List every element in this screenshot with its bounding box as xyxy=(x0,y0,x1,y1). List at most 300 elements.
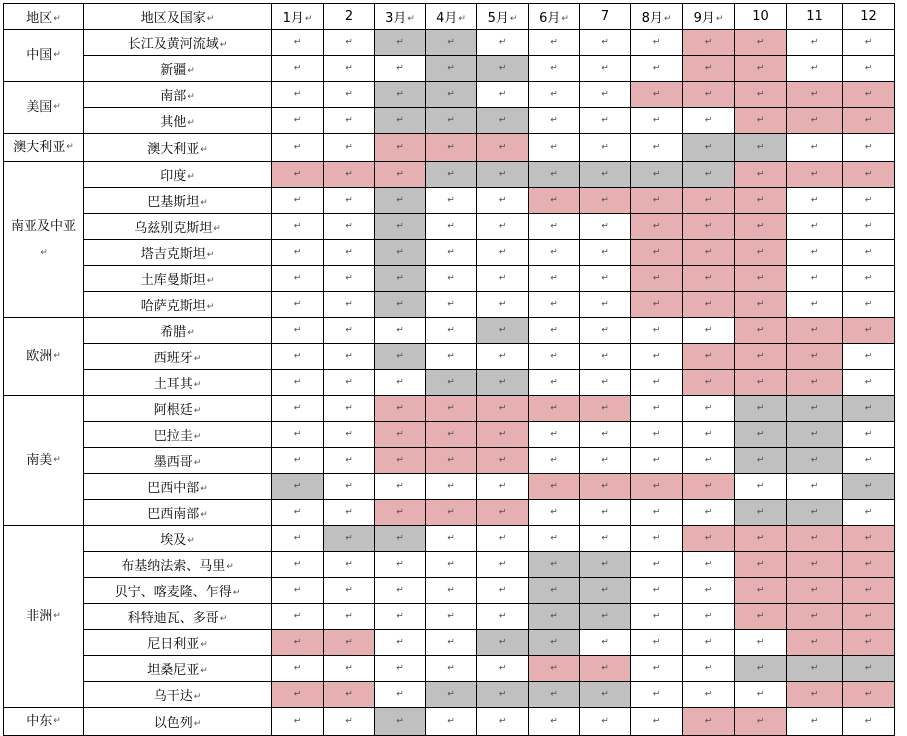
return-mark-icon: ↵ xyxy=(498,221,507,232)
return-mark-icon: ↵ xyxy=(810,115,819,126)
return-mark-icon: ↵ xyxy=(550,142,558,153)
header-month: 12 xyxy=(843,4,895,30)
return-mark-icon: ↵ xyxy=(293,377,302,388)
country-cell: 以色列↵ xyxy=(84,708,272,736)
return-mark-icon: ↵ xyxy=(810,507,819,518)
month-cell-gray xyxy=(735,422,787,448)
month-cell xyxy=(324,214,375,240)
month-cell-gray xyxy=(375,526,426,552)
return-mark-icon: ↵ xyxy=(704,221,713,232)
return-mark-icon: ↵ xyxy=(704,611,713,622)
region-cell: 中国↵ xyxy=(4,30,84,82)
month-cell xyxy=(272,214,324,240)
return-mark-icon: ↵ xyxy=(187,91,195,102)
month-cell-pink xyxy=(683,214,735,240)
month-cell-pink xyxy=(683,82,735,108)
month-cell-pink xyxy=(683,188,735,214)
month-cell-pink xyxy=(272,162,324,188)
header-country: 地区及国家↵ xyxy=(84,4,272,30)
month-cell-pink xyxy=(735,82,787,108)
return-mark-icon: ↵ xyxy=(601,195,609,206)
return-mark-icon: ↵ xyxy=(345,611,353,622)
country-cell: 巴西南部↵ xyxy=(84,500,272,526)
return-mark-icon: ↵ xyxy=(293,115,302,126)
month-cell-pink xyxy=(787,162,843,188)
month-cell xyxy=(324,344,375,370)
month-cell-gray xyxy=(580,552,631,578)
return-mark-icon: ↵ xyxy=(704,585,713,596)
country-cell: 印度↵ xyxy=(84,162,272,188)
month-cell xyxy=(631,56,683,82)
return-mark-icon: ↵ xyxy=(550,481,558,492)
return-mark-icon: ↵ xyxy=(810,429,819,440)
return-mark-icon: ↵ xyxy=(293,37,302,48)
country-cell: 阿根廷↵ xyxy=(84,396,272,422)
country-cell: 巴拉圭↵ xyxy=(84,422,272,448)
return-mark-icon: ↵ xyxy=(66,142,74,152)
month-cell xyxy=(631,578,683,604)
return-mark-icon: ↵ xyxy=(601,455,609,466)
month-cell-pink xyxy=(631,240,683,266)
month-cell xyxy=(843,134,895,162)
month-cell xyxy=(477,552,529,578)
month-cell xyxy=(477,266,529,292)
month-cell-pink xyxy=(787,630,843,656)
return-mark-icon: ↵ xyxy=(864,325,873,336)
country-cell: 哈萨克斯坦↵ xyxy=(84,292,272,318)
return-mark-icon: ↵ xyxy=(704,299,713,310)
month-cell-pink xyxy=(735,708,787,736)
table-row xyxy=(4,214,895,240)
month-cell xyxy=(683,422,735,448)
month-cell-pink xyxy=(375,500,426,526)
month-cell xyxy=(787,240,843,266)
return-mark-icon: ↵ xyxy=(652,221,661,232)
return-mark-icon: ↵ xyxy=(396,377,404,388)
month-cell-gray xyxy=(580,578,631,604)
return-mark-icon: ↵ xyxy=(498,403,507,414)
month-cell xyxy=(324,552,375,578)
country-cell: 乌干达↵ xyxy=(84,682,272,708)
month-cell xyxy=(787,134,843,162)
month-cell-pink xyxy=(843,82,895,108)
month-cell xyxy=(843,500,895,526)
month-cell-pink xyxy=(631,214,683,240)
return-mark-icon: ↵ xyxy=(219,613,228,624)
month-cell xyxy=(580,240,631,266)
return-mark-icon: ↵ xyxy=(550,377,558,388)
month-cell-pink xyxy=(375,396,426,422)
table-row xyxy=(4,292,895,318)
return-mark-icon: ↵ xyxy=(864,299,873,310)
month-cell-pink xyxy=(477,134,529,162)
month-cell-gray xyxy=(272,474,324,500)
return-mark-icon: ↵ xyxy=(652,115,661,126)
return-mark-icon: ↵ xyxy=(345,429,353,440)
return-mark-icon: ↵ xyxy=(187,65,195,76)
return-mark-icon: ↵ xyxy=(601,429,609,440)
return-mark-icon: ↵ xyxy=(345,377,353,388)
month-cell xyxy=(631,500,683,526)
return-mark-icon: ↵ xyxy=(550,169,558,180)
month-cell-gray xyxy=(375,214,426,240)
return-mark-icon: ↵ xyxy=(293,455,302,466)
month-cell xyxy=(324,188,375,214)
month-cell xyxy=(272,134,324,162)
return-mark-icon: ↵ xyxy=(652,273,661,284)
month-cell-pink xyxy=(843,318,895,344)
return-mark-icon: ↵ xyxy=(200,665,208,676)
month-cell-pink xyxy=(426,396,477,422)
return-mark-icon: ↵ xyxy=(756,89,765,100)
month-cell-gray xyxy=(580,162,631,188)
return-mark-icon: ↵ xyxy=(407,13,415,24)
month-cell-gray xyxy=(529,578,580,604)
return-mark-icon: ↵ xyxy=(704,273,713,284)
country-cell: 澳大利亚↵ xyxy=(84,134,272,162)
return-mark-icon: ↵ xyxy=(810,611,819,622)
month-cell xyxy=(477,474,529,500)
month-cell xyxy=(477,708,529,736)
table-row xyxy=(4,578,895,604)
month-cell xyxy=(843,56,895,82)
month-cell xyxy=(631,630,683,656)
return-mark-icon: ↵ xyxy=(601,89,609,100)
return-mark-icon: ↵ xyxy=(756,169,765,180)
return-mark-icon: ↵ xyxy=(345,455,353,466)
return-mark-icon: ↵ xyxy=(704,637,713,648)
month-cell-pink xyxy=(735,370,787,396)
return-mark-icon: ↵ xyxy=(704,63,713,74)
month-cell xyxy=(426,344,477,370)
return-mark-icon: ↵ xyxy=(293,273,302,284)
return-mark-icon: ↵ xyxy=(498,273,507,284)
month-cell xyxy=(324,240,375,266)
month-cell-gray xyxy=(843,474,895,500)
return-mark-icon: ↵ xyxy=(193,353,202,364)
return-mark-icon: ↵ xyxy=(652,559,661,570)
return-mark-icon: ↵ xyxy=(810,689,819,700)
return-mark-icon: ↵ xyxy=(864,63,873,74)
return-mark-icon: ↵ xyxy=(550,585,558,596)
return-mark-icon: ↵ xyxy=(704,351,713,362)
month-cell xyxy=(843,448,895,474)
month-cell-pink xyxy=(843,552,895,578)
return-mark-icon: ↵ xyxy=(498,63,507,74)
month-cell xyxy=(272,552,324,578)
month-cell xyxy=(426,266,477,292)
header-region: 地区↵ xyxy=(4,4,84,30)
table-row xyxy=(4,552,895,578)
month-cell-pink xyxy=(787,526,843,552)
return-mark-icon: ↵ xyxy=(509,13,518,24)
month-cell xyxy=(426,292,477,318)
month-cell-pink xyxy=(683,292,735,318)
return-mark-icon: ↵ xyxy=(293,611,302,622)
month-cell-pink xyxy=(787,318,843,344)
month-cell xyxy=(324,708,375,736)
return-mark-icon: ↵ xyxy=(550,429,558,440)
return-mark-icon: ↵ xyxy=(200,197,208,208)
month-cell-gray xyxy=(375,30,426,56)
month-cell xyxy=(477,526,529,552)
month-cell-gray xyxy=(477,630,529,656)
return-mark-icon: ↵ xyxy=(396,455,404,466)
month-cell xyxy=(426,240,477,266)
return-mark-icon: ↵ xyxy=(810,37,819,48)
month-cell-gray xyxy=(787,422,843,448)
month-cell xyxy=(324,448,375,474)
return-mark-icon: ↵ xyxy=(864,455,873,466)
header-month: 5月↵ xyxy=(477,4,529,30)
month-cell xyxy=(529,500,580,526)
month-cell xyxy=(272,318,324,344)
return-mark-icon: ↵ xyxy=(704,455,713,466)
return-mark-icon: ↵ xyxy=(498,507,507,518)
month-cell xyxy=(375,578,426,604)
month-cell-pink xyxy=(375,162,426,188)
return-mark-icon: ↵ xyxy=(756,195,765,206)
month-cell xyxy=(631,656,683,682)
return-mark-icon: ↵ xyxy=(715,13,724,24)
return-mark-icon: ↵ xyxy=(652,351,661,362)
month-cell-pink xyxy=(735,318,787,344)
month-cell-pink xyxy=(683,344,735,370)
month-cell-pink xyxy=(683,526,735,552)
table-row xyxy=(4,604,895,630)
month-cell xyxy=(324,30,375,56)
month-cell xyxy=(580,292,631,318)
month-cell-pink xyxy=(735,552,787,578)
country-cell: 希腊↵ xyxy=(84,318,272,344)
month-cell-pink xyxy=(580,396,631,422)
return-mark-icon: ↵ xyxy=(756,611,765,622)
country-cell: 科特迪瓦、多哥↵ xyxy=(84,604,272,630)
month-cell xyxy=(426,552,477,578)
return-mark-icon: ↵ xyxy=(200,639,208,650)
return-mark-icon: ↵ xyxy=(293,63,302,74)
month-cell xyxy=(324,578,375,604)
return-mark-icon: ↵ xyxy=(447,689,455,700)
return-mark-icon: ↵ xyxy=(498,115,507,126)
month-cell xyxy=(843,30,895,56)
return-mark-icon: ↵ xyxy=(601,663,609,674)
month-cell-pink xyxy=(735,30,787,56)
return-mark-icon: ↵ xyxy=(663,13,672,24)
return-mark-icon: ↵ xyxy=(756,325,765,336)
month-cell-gray xyxy=(477,108,529,134)
month-cell-pink xyxy=(787,578,843,604)
return-mark-icon: ↵ xyxy=(810,403,819,414)
return-mark-icon: ↵ xyxy=(561,13,569,24)
month-cell xyxy=(843,188,895,214)
table-body xyxy=(4,4,895,736)
table-row xyxy=(4,370,895,396)
month-cell xyxy=(529,292,580,318)
return-mark-icon: ↵ xyxy=(704,507,713,518)
return-mark-icon: ↵ xyxy=(810,455,819,466)
month-cell-gray xyxy=(735,396,787,422)
header-month: 4月↵ xyxy=(426,4,477,30)
month-cell xyxy=(787,30,843,56)
month-cell-pink xyxy=(735,56,787,82)
month-cell xyxy=(477,656,529,682)
month-cell xyxy=(631,682,683,708)
return-mark-icon: ↵ xyxy=(652,89,661,100)
month-cell xyxy=(631,448,683,474)
return-mark-icon: ↵ xyxy=(704,169,713,180)
return-mark-icon: ↵ xyxy=(652,533,661,544)
month-cell xyxy=(477,292,529,318)
return-mark-icon: ↵ xyxy=(396,115,404,126)
return-mark-icon: ↵ xyxy=(396,351,404,362)
return-mark-icon: ↵ xyxy=(293,663,302,674)
return-mark-icon: ↵ xyxy=(396,221,404,232)
return-mark-icon: ↵ xyxy=(601,247,609,258)
return-mark-icon: ↵ xyxy=(447,221,455,232)
return-mark-icon: ↵ xyxy=(53,455,61,465)
month-cell xyxy=(529,266,580,292)
return-mark-icon: ↵ xyxy=(206,301,215,312)
return-mark-icon: ↵ xyxy=(550,273,558,284)
month-cell-pink xyxy=(375,422,426,448)
return-mark-icon: ↵ xyxy=(864,351,873,362)
month-cell-pink xyxy=(843,578,895,604)
table-row xyxy=(4,56,895,82)
return-mark-icon: ↵ xyxy=(601,533,609,544)
month-cell xyxy=(426,318,477,344)
return-mark-icon: ↵ xyxy=(864,377,873,388)
month-cell xyxy=(683,604,735,630)
month-cell-pink xyxy=(426,500,477,526)
month-cell xyxy=(324,318,375,344)
table-row xyxy=(4,318,895,344)
return-mark-icon: ↵ xyxy=(498,481,507,492)
month-cell xyxy=(529,448,580,474)
return-mark-icon: ↵ xyxy=(293,325,302,336)
month-cell-pink xyxy=(631,82,683,108)
month-cell xyxy=(631,30,683,56)
table-row xyxy=(4,448,895,474)
return-mark-icon: ↵ xyxy=(53,13,61,24)
return-mark-icon: ↵ xyxy=(550,89,558,100)
header-month: 7 xyxy=(580,4,631,30)
return-mark-icon: ↵ xyxy=(345,115,353,126)
month-cell xyxy=(477,82,529,108)
return-mark-icon: ↵ xyxy=(550,299,558,310)
month-cell-gray xyxy=(375,82,426,108)
return-mark-icon: ↵ xyxy=(447,403,455,414)
month-cell xyxy=(426,604,477,630)
month-cell xyxy=(324,370,375,396)
month-cell xyxy=(375,630,426,656)
month-cell xyxy=(580,344,631,370)
return-mark-icon: ↵ xyxy=(200,483,208,494)
return-mark-icon: ↵ xyxy=(40,247,48,258)
return-mark-icon: ↵ xyxy=(345,507,353,518)
return-mark-icon: ↵ xyxy=(498,351,507,362)
crop-calendar-table xyxy=(3,3,895,736)
month-cell xyxy=(843,266,895,292)
region-cell: 澳大利亚↵ xyxy=(4,134,84,162)
month-cell-gray xyxy=(683,162,735,188)
return-mark-icon: ↵ xyxy=(447,37,455,48)
country-cell: 土库曼斯坦↵ xyxy=(84,266,272,292)
country-cell: 尼日利亚↵ xyxy=(84,630,272,656)
month-cell xyxy=(375,56,426,82)
month-cell-gray xyxy=(375,344,426,370)
return-mark-icon: ↵ xyxy=(601,689,609,700)
return-mark-icon: ↵ xyxy=(810,325,819,336)
month-cell xyxy=(631,526,683,552)
return-mark-icon: ↵ xyxy=(200,509,208,520)
month-cell xyxy=(272,188,324,214)
month-cell xyxy=(477,240,529,266)
month-cell-gray xyxy=(426,108,477,134)
return-mark-icon: ↵ xyxy=(396,559,404,570)
month-cell xyxy=(324,292,375,318)
month-cell xyxy=(272,578,324,604)
country-cell: 塔吉克斯坦↵ xyxy=(84,240,272,266)
month-cell-pink xyxy=(787,82,843,108)
return-mark-icon: ↵ xyxy=(756,403,765,414)
month-cell xyxy=(843,240,895,266)
return-mark-icon: ↵ xyxy=(756,37,765,48)
return-mark-icon: ↵ xyxy=(345,403,353,414)
month-cell-pink xyxy=(843,630,895,656)
month-cell-gray xyxy=(375,708,426,736)
return-mark-icon: ↵ xyxy=(293,89,302,100)
return-mark-icon: ↵ xyxy=(293,533,302,544)
return-mark-icon: ↵ xyxy=(652,377,661,388)
country-cell: 南部↵ xyxy=(84,82,272,108)
return-mark-icon: ↵ xyxy=(704,89,713,100)
return-mark-icon: ↵ xyxy=(652,195,661,206)
return-mark-icon: ↵ xyxy=(447,585,455,596)
return-mark-icon: ↵ xyxy=(498,37,507,48)
month-cell-gray xyxy=(477,162,529,188)
month-cell xyxy=(631,422,683,448)
return-mark-icon: ↵ xyxy=(652,325,661,336)
month-cell xyxy=(272,292,324,318)
return-mark-icon: ↵ xyxy=(810,481,819,492)
header-month: 3月↵ xyxy=(375,4,426,30)
return-mark-icon: ↵ xyxy=(756,507,765,518)
return-mark-icon: ↵ xyxy=(396,37,404,48)
return-mark-icon: ↵ xyxy=(810,89,819,100)
month-cell xyxy=(426,474,477,500)
return-mark-icon: ↵ xyxy=(447,533,455,544)
return-mark-icon: ↵ xyxy=(293,403,302,414)
month-cell xyxy=(683,318,735,344)
return-mark-icon: ↵ xyxy=(810,247,819,258)
month-cell xyxy=(580,82,631,108)
return-mark-icon: ↵ xyxy=(704,37,713,48)
month-cell-pink xyxy=(735,578,787,604)
month-cell-pink xyxy=(580,656,631,682)
month-cell-pink xyxy=(683,708,735,736)
country-cell: 新疆↵ xyxy=(84,56,272,82)
month-cell xyxy=(529,30,580,56)
return-mark-icon: ↵ xyxy=(864,611,873,622)
return-mark-icon: ↵ xyxy=(345,533,353,544)
return-mark-icon: ↵ xyxy=(756,637,765,648)
country-cell: 西班牙↵ xyxy=(84,344,272,370)
table-row xyxy=(4,134,895,162)
return-mark-icon: ↵ xyxy=(213,223,221,234)
month-cell xyxy=(843,214,895,240)
return-mark-icon: ↵ xyxy=(293,169,302,180)
